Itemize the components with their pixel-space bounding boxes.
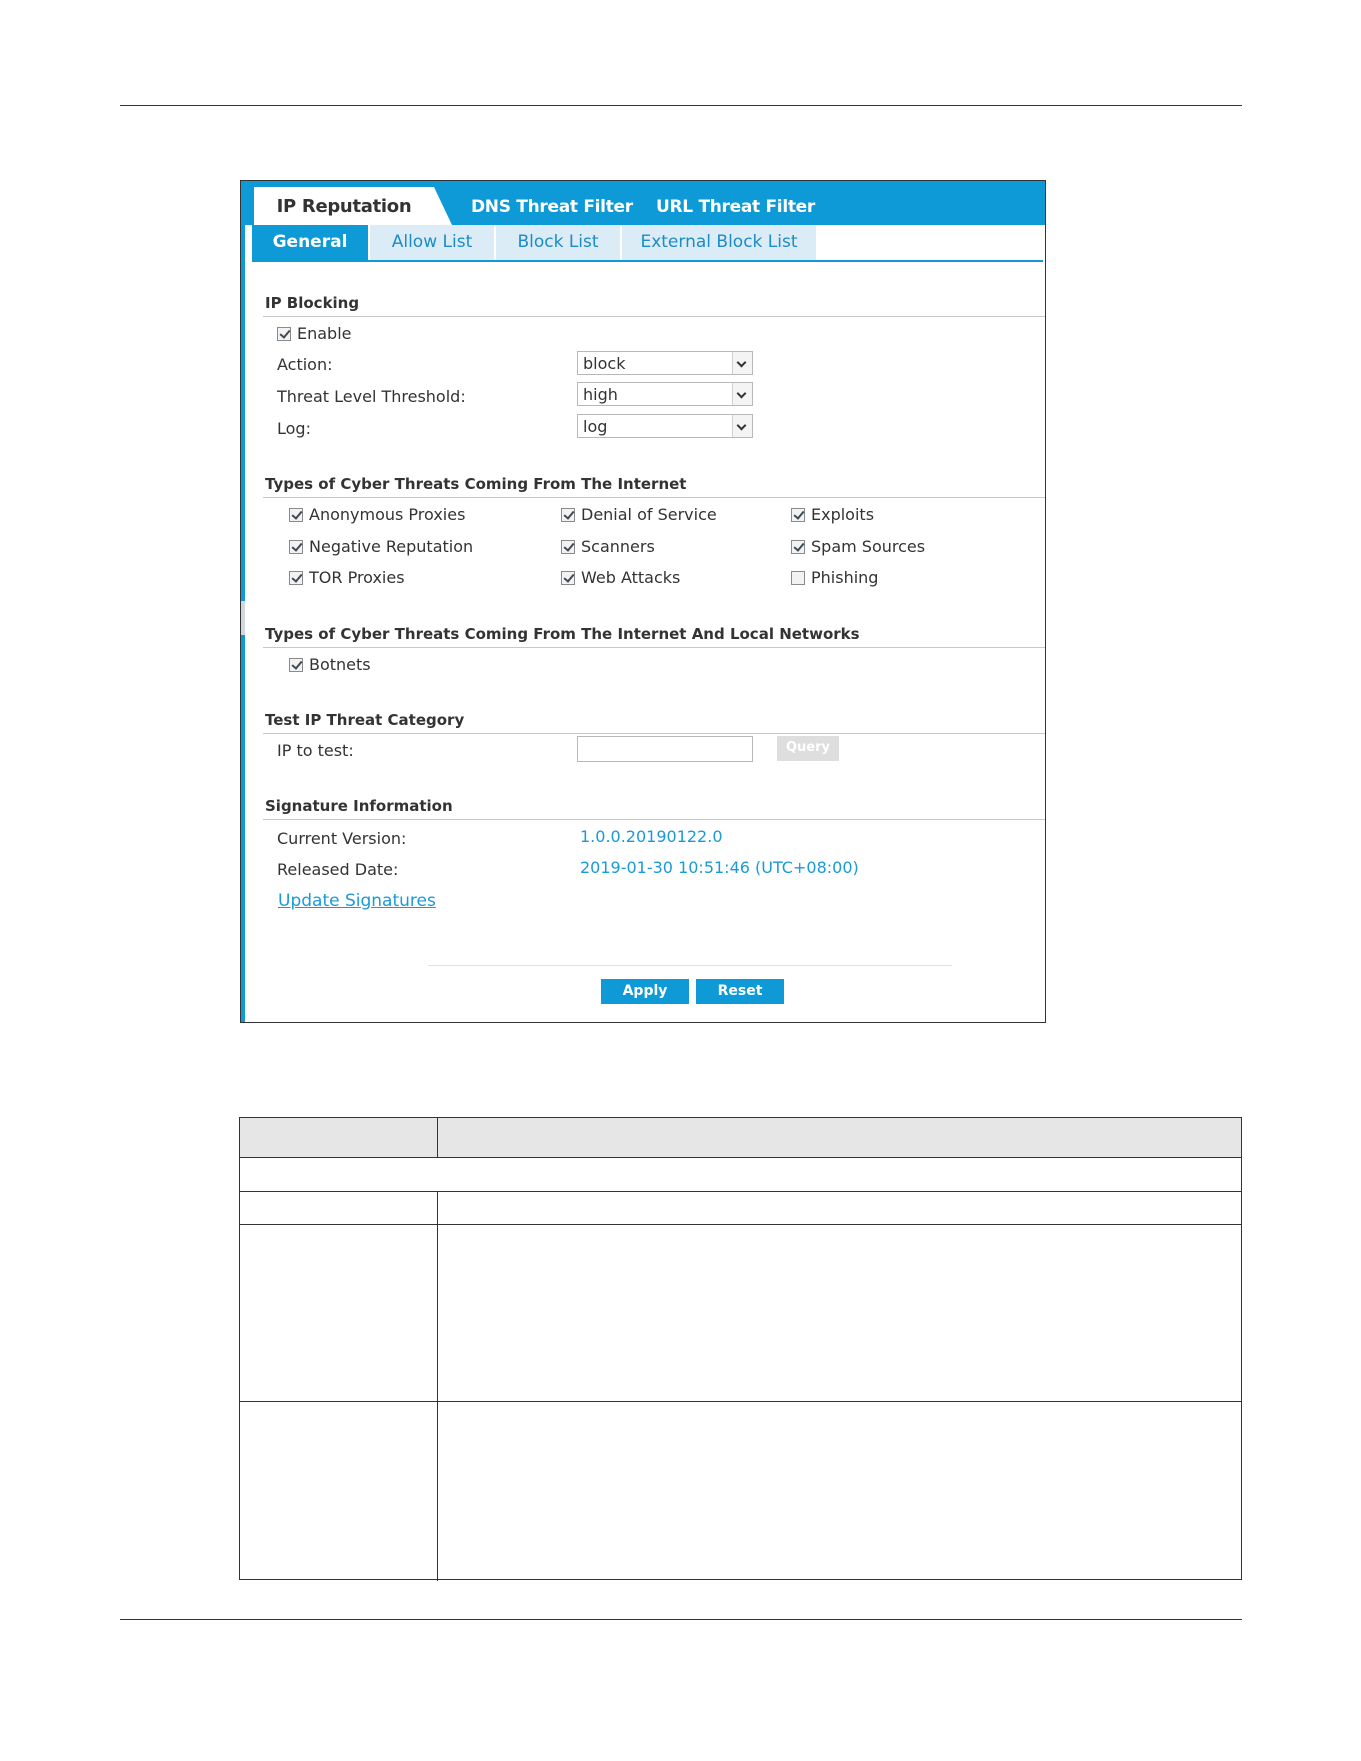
checkbox-icon xyxy=(561,571,575,585)
threat-label: Phishing xyxy=(811,568,879,587)
log-value: log xyxy=(583,417,608,436)
enable-label: Enable xyxy=(297,324,352,343)
checkbox-icon xyxy=(561,508,575,522)
log-label: Log: xyxy=(277,419,311,438)
apply-button[interactable]: Apply xyxy=(601,979,689,1004)
subtab-allow-list[interactable]: Allow List xyxy=(370,225,495,260)
tab-url-threat-filter[interactable]: URL Threat Filter xyxy=(656,197,815,217)
checkbox-icon xyxy=(289,658,303,672)
chevron-down-icon xyxy=(732,415,752,437)
reset-button[interactable]: Reset xyxy=(696,979,784,1004)
section-divider xyxy=(263,316,1046,317)
threat-label: Web Attacks xyxy=(581,568,681,587)
page-footer-rule xyxy=(120,1619,1242,1620)
checkbox-spam-sources[interactable] xyxy=(791,537,925,556)
checkbox-anonymous-proxies[interactable] xyxy=(289,505,465,524)
checkbox-scanners[interactable] xyxy=(561,537,655,556)
section-divider xyxy=(263,733,1046,734)
section-title-ip-blocking: IP Blocking xyxy=(265,294,360,312)
row-divider xyxy=(240,1224,1241,1225)
section-title-test-ip: Test IP Threat Category xyxy=(265,711,465,729)
threat-label: Botnets xyxy=(309,655,371,674)
threat-label: Denial of Service xyxy=(581,505,717,524)
current-version-label: Current Version: xyxy=(277,829,407,848)
action-label: Action: xyxy=(277,355,333,374)
section-title-local-threats: Types of Cyber Threats Coming From The Internet And Local Networks xyxy=(265,625,860,643)
sub-tab-bar xyxy=(252,225,1043,262)
checkbox-icon xyxy=(289,540,303,554)
checkbox-icon xyxy=(289,571,303,585)
threshold-select[interactable] xyxy=(577,382,753,406)
log-select[interactable] xyxy=(577,414,753,438)
checkbox-icon xyxy=(561,540,575,554)
ip-to-test-label: IP to test: xyxy=(277,741,354,760)
subtab-external-block-list[interactable]: External Block List xyxy=(622,225,817,260)
current-version-value: 1.0.0.20190122.0 xyxy=(580,827,723,846)
ip-reputation-panel xyxy=(240,180,1046,1023)
section-title-signature: Signature Information xyxy=(265,797,453,815)
threshold-label: Threat Level Threshold: xyxy=(277,387,466,406)
section-divider xyxy=(263,819,1046,820)
column-divider xyxy=(437,1118,438,1158)
collapse-handle[interactable] xyxy=(241,601,245,635)
query-button[interactable]: Query xyxy=(777,736,839,761)
threshold-value: high xyxy=(583,385,618,404)
ip-to-test-input[interactable] xyxy=(577,736,753,762)
action-select[interactable] xyxy=(577,351,753,375)
checkbox-phishing[interactable] xyxy=(791,568,878,587)
description-table xyxy=(239,1117,1242,1580)
checkbox-web-attacks[interactable] xyxy=(561,568,680,587)
update-signatures-link[interactable]: Update Signatures xyxy=(278,891,436,911)
threat-label: TOR Proxies xyxy=(309,568,405,587)
section-divider xyxy=(263,647,1046,648)
checkbox-icon xyxy=(791,508,805,522)
footer-divider xyxy=(428,965,952,966)
table-header-row xyxy=(240,1118,1241,1158)
row-divider xyxy=(240,1191,1241,1192)
row-divider xyxy=(240,1401,1241,1402)
checkbox-negative-reputation[interactable] xyxy=(289,537,473,556)
threat-label: Negative Reputation xyxy=(309,537,474,556)
column-divider xyxy=(437,1191,438,1581)
threat-label: Scanners xyxy=(581,537,655,556)
tab-ip-reputation[interactable]: IP Reputation xyxy=(254,187,434,225)
subtab-block-list[interactable]: Block List xyxy=(496,225,621,260)
threat-label: Spam Sources xyxy=(811,537,926,556)
released-date-label: Released Date: xyxy=(277,860,399,879)
section-divider xyxy=(263,497,1046,498)
tab-dns-threat-filter[interactable]: DNS Threat Filter xyxy=(471,197,633,217)
section-title-internet-threats: Types of Cyber Threats Coming From The Internet xyxy=(265,475,687,493)
threat-label: Exploits xyxy=(811,505,875,524)
checkbox-tor-proxies[interactable] xyxy=(289,568,405,587)
chevron-down-icon xyxy=(732,352,752,374)
page-header-rule xyxy=(120,105,1242,106)
checkbox-icon xyxy=(791,571,805,585)
checkbox-exploits[interactable] xyxy=(791,505,874,524)
enable-checkbox[interactable] xyxy=(277,324,352,343)
checkbox-icon xyxy=(277,327,291,341)
action-value: block xyxy=(583,354,626,373)
released-date-value: 2019-01-30 10:51:46 (UTC+08:00) xyxy=(580,858,859,877)
checkbox-icon xyxy=(289,508,303,522)
threat-label: Anonymous Proxies xyxy=(309,505,466,524)
subtab-general[interactable]: General xyxy=(252,225,369,260)
top-tab-bar xyxy=(241,181,1045,225)
checkbox-icon xyxy=(791,540,805,554)
checkbox-botnets[interactable] xyxy=(289,655,371,674)
checkbox-denial-of-service[interactable] xyxy=(561,505,717,524)
chevron-down-icon xyxy=(732,383,752,405)
